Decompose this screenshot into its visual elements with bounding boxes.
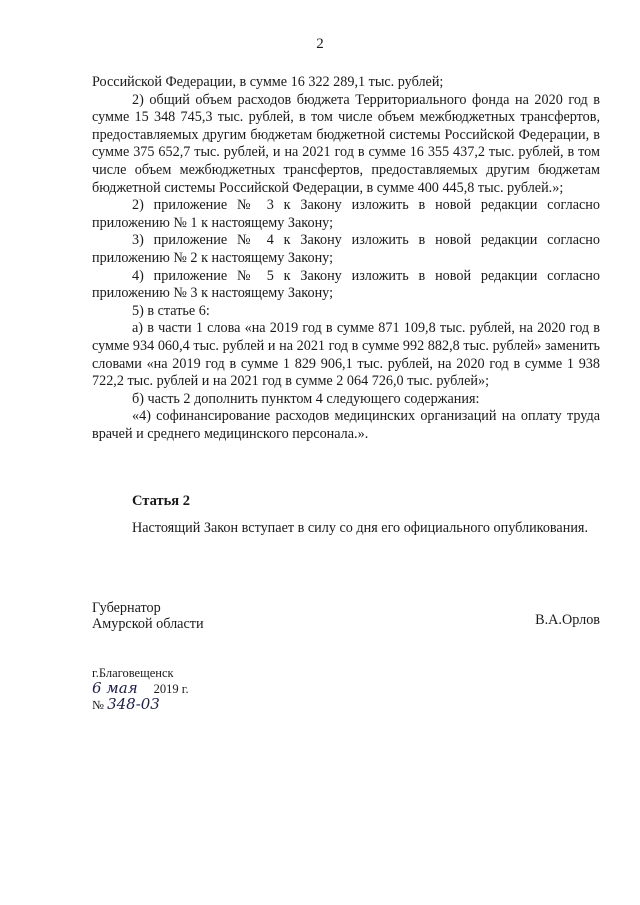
paragraph-article-6: 5) в статье 6: xyxy=(132,302,210,319)
paragraph-part-1: а) в части 1 слова «на 2019 год в сумме 871 109,8 тыс. рублей, на 2020 год в сумме 934 060,4 тыс. рублей и на 2021 год в сумме 992 882,8 тыс. рублей» заменить словами «на 2019 год в сумме 1 829 906,1 тыс. рублей, на 2020 год в сумме 1 938 722,2 тыс. рублей и на 2021 год в сумме 2 064 726,0 тыс. рублей»; xyxy=(92,320,600,390)
paragraph-appendix-4: 3) приложение № 4 к Закону изложить в новой редакции согласно приложению № 2 к настоящему Закону; xyxy=(92,232,600,266)
page-number: 2 xyxy=(316,36,324,52)
paragraph-part-2: б) часть 2 дополнить пунктом 4 следующего содержания: xyxy=(132,390,480,407)
article-body xyxy=(92,520,600,538)
signature-block xyxy=(92,600,600,632)
paragraph-continuation: Российской Федерации, в сумме 16 322 289,1 тыс. рублей; xyxy=(92,74,444,90)
article-paragraph: Настоящий Закон вступает в силу со дня его официального опубликования. xyxy=(132,520,588,536)
place: г.Благовещенск xyxy=(92,666,174,680)
paragraph-appendix-5: 4) приложение № 5 к Закону изложить в новой редакции согласно приложению № 3 к настоящему Закону; xyxy=(92,267,600,302)
amendment-text xyxy=(92,74,600,443)
paragraph-point-4: «4) софинансирование расходов медицинских организаций на оплату труда врачей и среднего медицинского персонала.». xyxy=(92,408,600,442)
article-heading: Статья 2 xyxy=(132,493,190,509)
signatory-title-line2: Амурской области xyxy=(92,616,204,632)
handwritten-date: 6 мая xyxy=(92,679,138,697)
signatory-title-line1: Губернатор xyxy=(92,600,161,616)
number-prefix: № xyxy=(92,698,104,712)
place-date-block xyxy=(92,666,189,713)
document-number-line xyxy=(92,697,189,713)
date-year: 2019 г. xyxy=(153,682,189,696)
signatory-name: В.А.Орлов xyxy=(535,612,600,628)
paragraph-appendix-3: 2) приложение № 3 к Закону изложить в новой редакции согласно приложению № 1 к настоящему Закону; xyxy=(92,197,600,231)
handwritten-number: 348-03 xyxy=(107,695,160,713)
paragraph-expenses: 2) общий объем расходов бюджета Территориального фонда на 2020 год в сумме 15 348 745,3 тыс. рублей, в том числе объем межбюджетных трансфертов, предоставляемых другим бюджетам бюджетной системы Российской Федерации, в сумме 375 652,7 тыс. рублей, и на 2021 год в сумме 16 355 437,2 тыс. рублей, в том числе объем межбюджетных трансфертов, предоставляемых другим бюджетам бюджетной системы Российской Федерации, в сумме 400 445,8 тыс. рублей.»; xyxy=(92,91,600,196)
